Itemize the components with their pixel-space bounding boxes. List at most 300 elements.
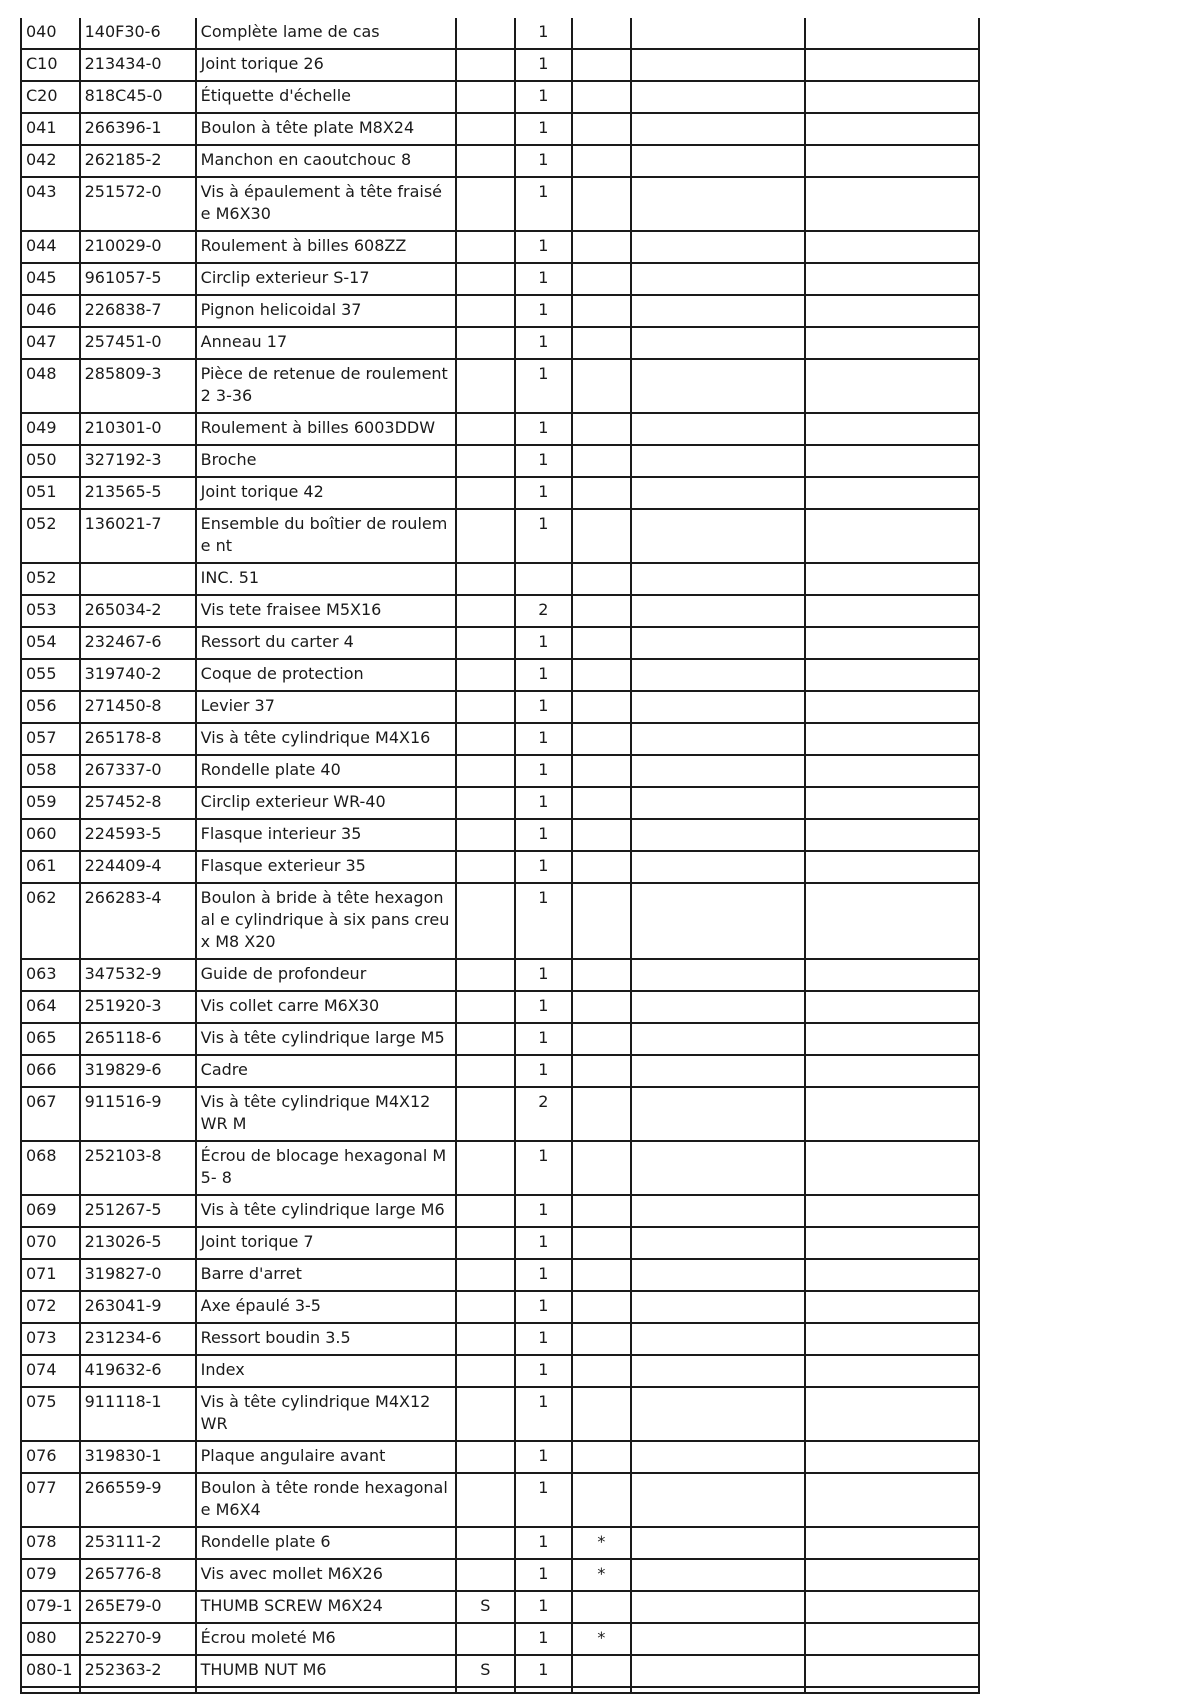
quantity-cell: 1 bbox=[515, 691, 573, 723]
blank-cell bbox=[631, 1055, 806, 1087]
flag-cell bbox=[456, 1441, 515, 1473]
table-row bbox=[21, 959, 979, 991]
table-row bbox=[21, 509, 979, 563]
blank-cell bbox=[805, 1441, 979, 1473]
note-mark-cell bbox=[572, 1087, 631, 1141]
description-cell: Étiquette d'échelle bbox=[196, 81, 456, 113]
blank-cell bbox=[805, 1559, 979, 1591]
item-number-cell: 078 bbox=[21, 1527, 80, 1559]
description-cell: Écrou moleté M6 bbox=[196, 1623, 456, 1655]
flag-cell bbox=[456, 787, 515, 819]
flag-cell bbox=[456, 563, 515, 595]
part-number-cell: 265E79-0 bbox=[80, 1591, 196, 1623]
note-mark-cell bbox=[572, 1195, 631, 1227]
blank-cell bbox=[805, 787, 979, 819]
item-number-cell: 080 bbox=[21, 1623, 80, 1655]
flag-cell bbox=[456, 1087, 515, 1141]
part-number-cell: 266559-9 bbox=[80, 1473, 196, 1527]
note-mark-cell bbox=[572, 1355, 631, 1387]
description-cell: Ressort boudin 3.5 bbox=[196, 1323, 456, 1355]
description-cell: Coque de protection bbox=[196, 659, 456, 691]
quantity-cell: 1 bbox=[515, 1227, 573, 1259]
blank-cell bbox=[631, 723, 806, 755]
note-mark-cell bbox=[572, 1591, 631, 1623]
blank-cell bbox=[805, 145, 979, 177]
blank-cell bbox=[805, 177, 979, 231]
part-number-cell: 251267-5 bbox=[80, 1195, 196, 1227]
part-number-cell bbox=[80, 563, 196, 595]
flag-cell bbox=[456, 1023, 515, 1055]
quantity-cell: 1 bbox=[515, 145, 573, 177]
quantity-cell: 1 bbox=[515, 295, 573, 327]
quantity-cell: 1 bbox=[515, 81, 573, 113]
note-mark-cell bbox=[572, 563, 631, 595]
note-mark-cell bbox=[572, 231, 631, 263]
description-cell: Cadre bbox=[196, 1055, 456, 1087]
description-cell: Écrou de blocage hexagonal M5- 8 bbox=[196, 1141, 456, 1195]
blank-cell bbox=[805, 1195, 979, 1227]
blank-cell bbox=[805, 627, 979, 659]
blank-cell bbox=[631, 1323, 806, 1355]
flag-cell bbox=[456, 755, 515, 787]
quantity-cell: 1 bbox=[515, 1623, 573, 1655]
part-number-cell: 252103-8 bbox=[80, 1141, 196, 1195]
quantity-cell: 1 bbox=[515, 263, 573, 295]
part-number-cell: 265178-8 bbox=[80, 723, 196, 755]
quantity-cell: 1 bbox=[515, 327, 573, 359]
blank-cell bbox=[805, 1473, 979, 1527]
quantity-cell: 1 bbox=[515, 819, 573, 851]
part-number-cell: 213434-0 bbox=[80, 49, 196, 81]
blank-cell bbox=[631, 445, 806, 477]
blank-cell bbox=[805, 327, 979, 359]
blank-cell bbox=[631, 1387, 806, 1441]
description-cell: Complète lame de cas bbox=[196, 18, 456, 49]
blank-cell bbox=[80, 1687, 196, 1693]
blank-cell bbox=[805, 959, 979, 991]
blank-cell bbox=[631, 413, 806, 445]
item-number-cell: 073 bbox=[21, 1323, 80, 1355]
flag-cell bbox=[456, 819, 515, 851]
blank-cell bbox=[805, 563, 979, 595]
table-row bbox=[21, 145, 979, 177]
blank-cell bbox=[21, 1687, 80, 1693]
blank-cell bbox=[631, 177, 806, 231]
item-number-cell: 063 bbox=[21, 959, 80, 991]
description-cell: Levier 37 bbox=[196, 691, 456, 723]
blank-cell bbox=[631, 1559, 806, 1591]
note-mark-cell bbox=[572, 1227, 631, 1259]
blank-cell bbox=[631, 509, 806, 563]
blank-cell bbox=[631, 595, 806, 627]
blank-cell bbox=[631, 1441, 806, 1473]
flag-cell bbox=[456, 18, 515, 49]
part-number-cell: 251920-3 bbox=[80, 991, 196, 1023]
blank-cell bbox=[631, 1195, 806, 1227]
item-number-cell: 049 bbox=[21, 413, 80, 445]
flag-cell bbox=[456, 81, 515, 113]
table-row bbox=[21, 1087, 979, 1141]
item-number-cell: 065 bbox=[21, 1023, 80, 1055]
item-number-cell: 041 bbox=[21, 113, 80, 145]
item-number-cell: 042 bbox=[21, 145, 80, 177]
blank-cell bbox=[631, 959, 806, 991]
note-mark-cell: * bbox=[572, 1559, 631, 1591]
quantity-cell bbox=[515, 563, 573, 595]
note-mark-cell bbox=[572, 1055, 631, 1087]
part-number-cell: 319740-2 bbox=[80, 659, 196, 691]
table-row bbox=[21, 327, 979, 359]
note-mark-cell bbox=[572, 49, 631, 81]
item-number-cell: 080-1 bbox=[21, 1655, 80, 1687]
part-number-cell: 271450-8 bbox=[80, 691, 196, 723]
flag-cell bbox=[456, 883, 515, 959]
blank-cell bbox=[631, 1259, 806, 1291]
blank-cell bbox=[631, 691, 806, 723]
flag-cell bbox=[456, 1473, 515, 1527]
table-row bbox=[21, 445, 979, 477]
item-number-cell: 075 bbox=[21, 1387, 80, 1441]
part-number-cell: 231234-6 bbox=[80, 1323, 196, 1355]
blank-cell bbox=[805, 659, 979, 691]
description-cell: Manchon en caoutchouc 8 bbox=[196, 145, 456, 177]
table-row bbox=[21, 477, 979, 509]
blank-cell bbox=[805, 991, 979, 1023]
table-row bbox=[21, 1323, 979, 1355]
item-number-cell: 059 bbox=[21, 787, 80, 819]
flag-cell bbox=[456, 263, 515, 295]
note-mark-cell bbox=[572, 1473, 631, 1527]
description-cell: Pignon helicoidal 37 bbox=[196, 295, 456, 327]
item-number-cell: 068 bbox=[21, 1141, 80, 1195]
blank-cell bbox=[805, 445, 979, 477]
part-number-cell: 347532-9 bbox=[80, 959, 196, 991]
quantity-cell: 1 bbox=[515, 413, 573, 445]
blank-cell bbox=[631, 627, 806, 659]
item-number-cell: 072 bbox=[21, 1291, 80, 1323]
item-number-cell: 045 bbox=[21, 263, 80, 295]
table-row bbox=[21, 1291, 979, 1323]
note-mark-cell bbox=[572, 1655, 631, 1687]
note-mark-cell bbox=[572, 959, 631, 991]
item-number-cell: 076 bbox=[21, 1441, 80, 1473]
flag-cell bbox=[456, 659, 515, 691]
blank-cell bbox=[805, 295, 979, 327]
note-mark-cell bbox=[572, 1323, 631, 1355]
blank-cell bbox=[805, 883, 979, 959]
item-number-cell: 056 bbox=[21, 691, 80, 723]
note-mark-cell bbox=[572, 413, 631, 445]
part-number-cell: 266283-4 bbox=[80, 883, 196, 959]
table-row bbox=[21, 991, 979, 1023]
flag-cell bbox=[456, 295, 515, 327]
flag-cell bbox=[456, 1559, 515, 1591]
part-number-cell: 265776-8 bbox=[80, 1559, 196, 1591]
item-number-cell: 051 bbox=[21, 477, 80, 509]
item-number-cell: C10 bbox=[21, 49, 80, 81]
part-number-cell: 266396-1 bbox=[80, 113, 196, 145]
quantity-cell: 1 bbox=[515, 1387, 573, 1441]
note-mark-cell bbox=[572, 723, 631, 755]
description-cell: Pièce de retenue de roulement 2 3-36 bbox=[196, 359, 456, 413]
blank-cell bbox=[805, 1259, 979, 1291]
description-cell: Guide de profondeur bbox=[196, 959, 456, 991]
quantity-cell: 1 bbox=[515, 509, 573, 563]
quantity-cell: 1 bbox=[515, 49, 573, 81]
table-row bbox=[21, 1259, 979, 1291]
note-mark-cell bbox=[572, 595, 631, 627]
blank-cell bbox=[805, 1087, 979, 1141]
part-number-cell: 327192-3 bbox=[80, 445, 196, 477]
quantity-cell: 1 bbox=[515, 1023, 573, 1055]
quantity-cell: 1 bbox=[515, 787, 573, 819]
flag-cell bbox=[456, 509, 515, 563]
blank-cell bbox=[631, 1087, 806, 1141]
table-row bbox=[21, 81, 979, 113]
part-number-cell: 257451-0 bbox=[80, 327, 196, 359]
table-row bbox=[21, 563, 979, 595]
item-number-cell: 043 bbox=[21, 177, 80, 231]
blank-cell bbox=[456, 1687, 515, 1693]
item-number-cell: 052 bbox=[21, 563, 80, 595]
blank-cell bbox=[805, 263, 979, 295]
blank-cell bbox=[805, 851, 979, 883]
description-cell: Vis à tête cylindrique M4X12 WR M bbox=[196, 1087, 456, 1141]
blank-cell bbox=[631, 1291, 806, 1323]
table-row bbox=[21, 177, 979, 231]
note-mark-cell bbox=[572, 177, 631, 231]
item-number-cell: 057 bbox=[21, 723, 80, 755]
parts-table bbox=[20, 18, 980, 1694]
note-mark-cell bbox=[572, 659, 631, 691]
part-number-cell: 252270-9 bbox=[80, 1623, 196, 1655]
quantity-cell: 1 bbox=[515, 1355, 573, 1387]
blank-cell bbox=[805, 1323, 979, 1355]
blank-cell bbox=[805, 755, 979, 787]
description-cell: Vis avec mollet M6X26 bbox=[196, 1559, 456, 1591]
blank-cell bbox=[805, 413, 979, 445]
blank-cell bbox=[805, 477, 979, 509]
quantity-cell: 1 bbox=[515, 851, 573, 883]
blank-cell bbox=[631, 1687, 806, 1693]
note-mark-cell bbox=[572, 263, 631, 295]
blank-cell bbox=[805, 49, 979, 81]
flag-cell bbox=[456, 627, 515, 659]
table-row bbox=[21, 851, 979, 883]
item-number-cell: 052 bbox=[21, 509, 80, 563]
part-number-cell: 224593-5 bbox=[80, 819, 196, 851]
part-number-cell: 265118-6 bbox=[80, 1023, 196, 1055]
flag-cell bbox=[456, 1355, 515, 1387]
description-cell: Flasque exterieur 35 bbox=[196, 851, 456, 883]
blank-cell bbox=[805, 1227, 979, 1259]
description-cell: Vis à épaulement à tête fraisée M6X30 bbox=[196, 177, 456, 231]
description-cell: Rondelle plate 6 bbox=[196, 1527, 456, 1559]
part-number-cell: 232467-6 bbox=[80, 627, 196, 659]
blank-cell bbox=[805, 359, 979, 413]
blank-cell bbox=[631, 755, 806, 787]
note-mark-cell bbox=[572, 81, 631, 113]
quantity-cell: 1 bbox=[515, 1527, 573, 1559]
table-row bbox=[21, 1441, 979, 1473]
quantity-cell: 1 bbox=[515, 477, 573, 509]
flag-cell bbox=[456, 445, 515, 477]
item-number-cell: 079 bbox=[21, 1559, 80, 1591]
flag-cell bbox=[456, 113, 515, 145]
blank-cell bbox=[631, 1141, 806, 1195]
flag-cell bbox=[456, 1623, 515, 1655]
blank-cell bbox=[631, 49, 806, 81]
note-mark-cell bbox=[572, 883, 631, 959]
item-number-cell: 079-1 bbox=[21, 1591, 80, 1623]
flag-cell bbox=[456, 691, 515, 723]
table-row bbox=[21, 1559, 979, 1591]
part-number-cell: 251572-0 bbox=[80, 177, 196, 231]
flag-cell bbox=[456, 231, 515, 263]
quantity-cell: 1 bbox=[515, 359, 573, 413]
description-cell: Rondelle plate 40 bbox=[196, 755, 456, 787]
flag-cell bbox=[456, 595, 515, 627]
table-row bbox=[21, 113, 979, 145]
blank-cell bbox=[805, 1655, 979, 1687]
note-mark-cell bbox=[572, 991, 631, 1023]
note-mark-cell bbox=[572, 819, 631, 851]
note-mark-cell bbox=[572, 445, 631, 477]
blank-cell bbox=[572, 1687, 631, 1693]
description-cell: Joint torique 42 bbox=[196, 477, 456, 509]
table-row bbox=[21, 1473, 979, 1527]
blank-cell bbox=[631, 819, 806, 851]
description-cell: THUMB NUT M6 bbox=[196, 1655, 456, 1687]
blank-cell bbox=[805, 723, 979, 755]
flag-cell bbox=[456, 1291, 515, 1323]
blank-cell bbox=[805, 1527, 979, 1559]
quantity-cell: 1 bbox=[515, 1441, 573, 1473]
quantity-cell: 1 bbox=[515, 177, 573, 231]
blank-cell bbox=[631, 113, 806, 145]
description-cell: Roulement à billes 6003DDW bbox=[196, 413, 456, 445]
table-row bbox=[21, 263, 979, 295]
note-mark-cell bbox=[572, 327, 631, 359]
blank-cell bbox=[805, 18, 979, 49]
flag-cell bbox=[456, 1259, 515, 1291]
blank-cell bbox=[631, 1623, 806, 1655]
quantity-cell: 1 bbox=[515, 723, 573, 755]
parts-list-sheet bbox=[20, 18, 980, 1694]
blank-cell bbox=[631, 991, 806, 1023]
part-number-cell: 210029-0 bbox=[80, 231, 196, 263]
item-number-cell: 054 bbox=[21, 627, 80, 659]
blank-cell bbox=[515, 1687, 573, 1693]
part-number-cell: 210301-0 bbox=[80, 413, 196, 445]
description-cell: Vis à tête cylindrique large M6 bbox=[196, 1195, 456, 1227]
blank-cell bbox=[631, 145, 806, 177]
note-mark-cell bbox=[572, 787, 631, 819]
table-row bbox=[21, 1591, 979, 1623]
item-number-cell: 066 bbox=[21, 1055, 80, 1087]
description-cell: Joint torique 26 bbox=[196, 49, 456, 81]
flag-cell bbox=[456, 327, 515, 359]
table-row bbox=[21, 1141, 979, 1195]
item-number-cell: 069 bbox=[21, 1195, 80, 1227]
quantity-cell: 2 bbox=[515, 595, 573, 627]
blank-cell bbox=[805, 1687, 979, 1693]
quantity-cell: 1 bbox=[515, 1591, 573, 1623]
blank-cell bbox=[805, 113, 979, 145]
blank-cell bbox=[631, 263, 806, 295]
note-mark-cell bbox=[572, 509, 631, 563]
description-cell: Vis collet carre M6X30 bbox=[196, 991, 456, 1023]
note-mark-cell: * bbox=[572, 1623, 631, 1655]
table-row-cutoff bbox=[21, 1687, 979, 1693]
note-mark-cell bbox=[572, 477, 631, 509]
table-row bbox=[21, 231, 979, 263]
note-mark-cell bbox=[572, 113, 631, 145]
part-number-cell: 818C45-0 bbox=[80, 81, 196, 113]
part-number-cell: 252363-2 bbox=[80, 1655, 196, 1687]
blank-cell bbox=[196, 1687, 456, 1693]
note-mark-cell bbox=[572, 1387, 631, 1441]
description-cell: Vis à tête cylindrique M4X12 WR bbox=[196, 1387, 456, 1441]
part-number-cell: 267337-0 bbox=[80, 755, 196, 787]
flag-cell bbox=[456, 49, 515, 81]
item-number-cell: 048 bbox=[21, 359, 80, 413]
part-number-cell: 213026-5 bbox=[80, 1227, 196, 1259]
part-number-cell: 419632-6 bbox=[80, 1355, 196, 1387]
item-number-cell: C20 bbox=[21, 81, 80, 113]
blank-cell bbox=[805, 691, 979, 723]
blank-cell bbox=[805, 1355, 979, 1387]
part-number-cell: 263041-9 bbox=[80, 1291, 196, 1323]
flag-cell bbox=[456, 851, 515, 883]
table-row bbox=[21, 1227, 979, 1259]
flag-cell bbox=[456, 1527, 515, 1559]
description-cell: Vis tete fraisee M5X16 bbox=[196, 595, 456, 627]
flag-cell bbox=[456, 1195, 515, 1227]
quantity-cell: 1 bbox=[515, 627, 573, 659]
description-cell: Vis à tête cylindrique M4X16 bbox=[196, 723, 456, 755]
table-row bbox=[21, 691, 979, 723]
flag-cell: S bbox=[456, 1591, 515, 1623]
table-row bbox=[21, 787, 979, 819]
blank-cell bbox=[631, 327, 806, 359]
table-row bbox=[21, 1195, 979, 1227]
blank-cell bbox=[805, 1623, 979, 1655]
blank-cell bbox=[805, 81, 979, 113]
quantity-cell: 1 bbox=[515, 1559, 573, 1591]
table-row bbox=[21, 1355, 979, 1387]
item-number-cell: 067 bbox=[21, 1087, 80, 1141]
flag-cell: S bbox=[456, 1655, 515, 1687]
description-cell: Index bbox=[196, 1355, 456, 1387]
table-row bbox=[21, 1655, 979, 1687]
blank-cell bbox=[805, 231, 979, 263]
flag-cell bbox=[456, 1323, 515, 1355]
description-cell: Joint torique 7 bbox=[196, 1227, 456, 1259]
quantity-cell: 1 bbox=[515, 1323, 573, 1355]
part-number-cell: 136021-7 bbox=[80, 509, 196, 563]
description-cell: Boulon à bride à tête hexagonal e cylindrique à six pans creux M8 X20 bbox=[196, 883, 456, 959]
quantity-cell: 1 bbox=[515, 1291, 573, 1323]
table-row bbox=[21, 1023, 979, 1055]
note-mark-cell bbox=[572, 359, 631, 413]
table-row bbox=[21, 819, 979, 851]
item-number-cell: 053 bbox=[21, 595, 80, 627]
note-mark-cell bbox=[572, 851, 631, 883]
blank-cell bbox=[631, 1591, 806, 1623]
blank-cell bbox=[631, 1023, 806, 1055]
note-mark-cell bbox=[572, 627, 631, 659]
